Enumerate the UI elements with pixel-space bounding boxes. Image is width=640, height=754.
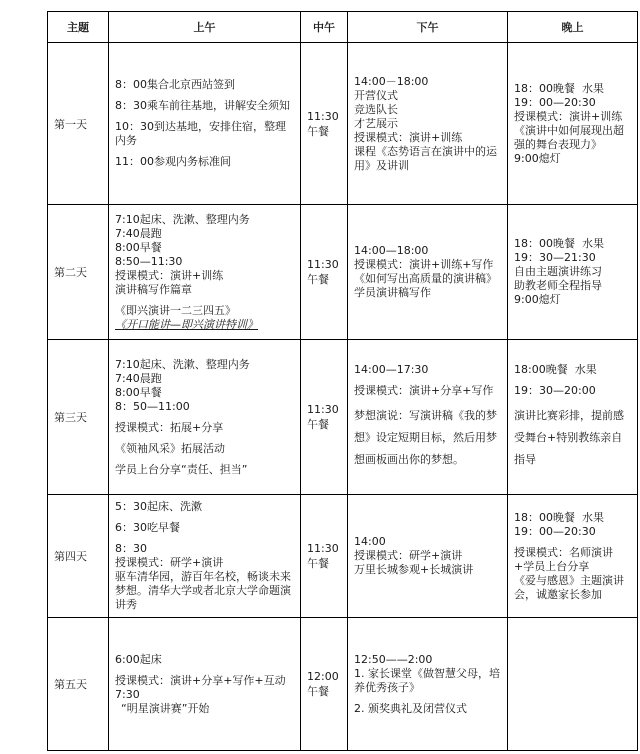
- morning-cell: 5：30起床、洗漱 6：30吃早餐 8：30 授课模式：研学+演讲 驱车清华园，游百年名校，畅谈未来梦想。清华大学或者北京大学命题演讲秀: [109, 495, 301, 618]
- noon-cell: 12:00 午餐: [301, 618, 348, 751]
- morning-cell: 8：00集合北京西站签到 8：30乘车前往基地，讲解安全须知 10：30到达基地，安排住宿，整理内务 11：00参观内务标准间: [109, 43, 301, 205]
- table-row: [48, 205, 638, 340]
- afternoon-cell: 12:50——2:00 1. 家长课堂《做智慧父母，培养优秀孩子》 2. 颁奖典礼及闭营仪式: [348, 618, 508, 751]
- evening-cell: 18:00晚餐 水果 19：30—20:00 演讲比赛彩排，提前感受舞台+特别教练亲自指导: [508, 340, 638, 495]
- evening-cell: [508, 618, 638, 751]
- table-row: [48, 43, 638, 205]
- header-theme: 主题: [48, 12, 109, 43]
- afternoon-cell: 14:00—18:00 授课模式：演讲+训练+写作 《如何写出高质量的演讲稿》 学员演讲稿写作: [348, 205, 508, 340]
- header-afternoon: 下午: [348, 12, 508, 43]
- header-row: [48, 12, 638, 43]
- noon-cell: 11:30 午餐: [301, 495, 348, 618]
- day-label: 第二天: [48, 205, 109, 340]
- afternoon-cell: 14:00—17:30 授课模式：演讲+分享+写作 梦想演说：写演讲稿《我的梦想》设定短期目标，然后用梦想画板画出你的梦想。: [348, 340, 508, 495]
- table-row: [48, 618, 638, 751]
- afternoon-cell: 14:00－18:00 开营仪式 竞选队长 才艺展示 授课模式：演讲+训练 课程《态势语言在演讲中的运用》及讲训: [348, 43, 508, 205]
- afternoon-cell: 14:00 授课模式：研学+演讲 万里长城参观+长城演讲: [348, 495, 508, 618]
- morning-cell: 6:00起床 授课模式：演讲+分享+写作+互动 7:30 “明星演讲赛”开始: [109, 618, 301, 751]
- header-noon: 中午: [301, 12, 348, 43]
- morning-cell: 7:10起床、洗漱、整理内务 7:40晨跑 8:00早餐 8:50—11:30 授课模式：演讲+训练 演讲稿写作篇章 《即兴演讲一二三四五》 《开口能讲—即兴演讲特训》: [109, 205, 301, 340]
- header-morning: 上午: [109, 12, 301, 43]
- noon-cell: 11:30 午餐: [301, 340, 348, 495]
- noon-cell: 11:30 午餐: [301, 43, 348, 205]
- table-row: [48, 340, 638, 495]
- day-label: 第四天: [48, 495, 109, 618]
- evening-cell: 18：00晚餐 水果 19：00—20:30 授课模式：名师演讲+学员上台分享 《爱与感恩》主题演讲会，诚邀家长参加: [508, 495, 638, 618]
- noon-cell: 11:30 午餐: [301, 205, 348, 340]
- day-label: 第三天: [48, 340, 109, 495]
- evening-cell: 18：00晚餐 水果 19：30—21:30 自由主题演讲练习 助教老师全程指导 9:00熄灯: [508, 205, 638, 340]
- day-label: 第五天: [48, 618, 109, 751]
- schedule-table: [47, 11, 638, 751]
- evening-cell: 18：00晚餐 水果 19：00—20:30 授课模式：演讲+训练 《演讲中如何展现出超强的舞台表现力》 9:00熄灯: [508, 43, 638, 205]
- day-label: 第一天: [48, 43, 109, 205]
- morning-cell: 7:10起床、洗漱、整理内务 7:40晨跑 8:00早餐 8：50—11:00 授课模式：拓展+分享 《领袖风采》拓展活动 学员上台分享“责任、担当”: [109, 340, 301, 495]
- header-evening: 晚上: [508, 12, 638, 43]
- table-row: [48, 495, 638, 618]
